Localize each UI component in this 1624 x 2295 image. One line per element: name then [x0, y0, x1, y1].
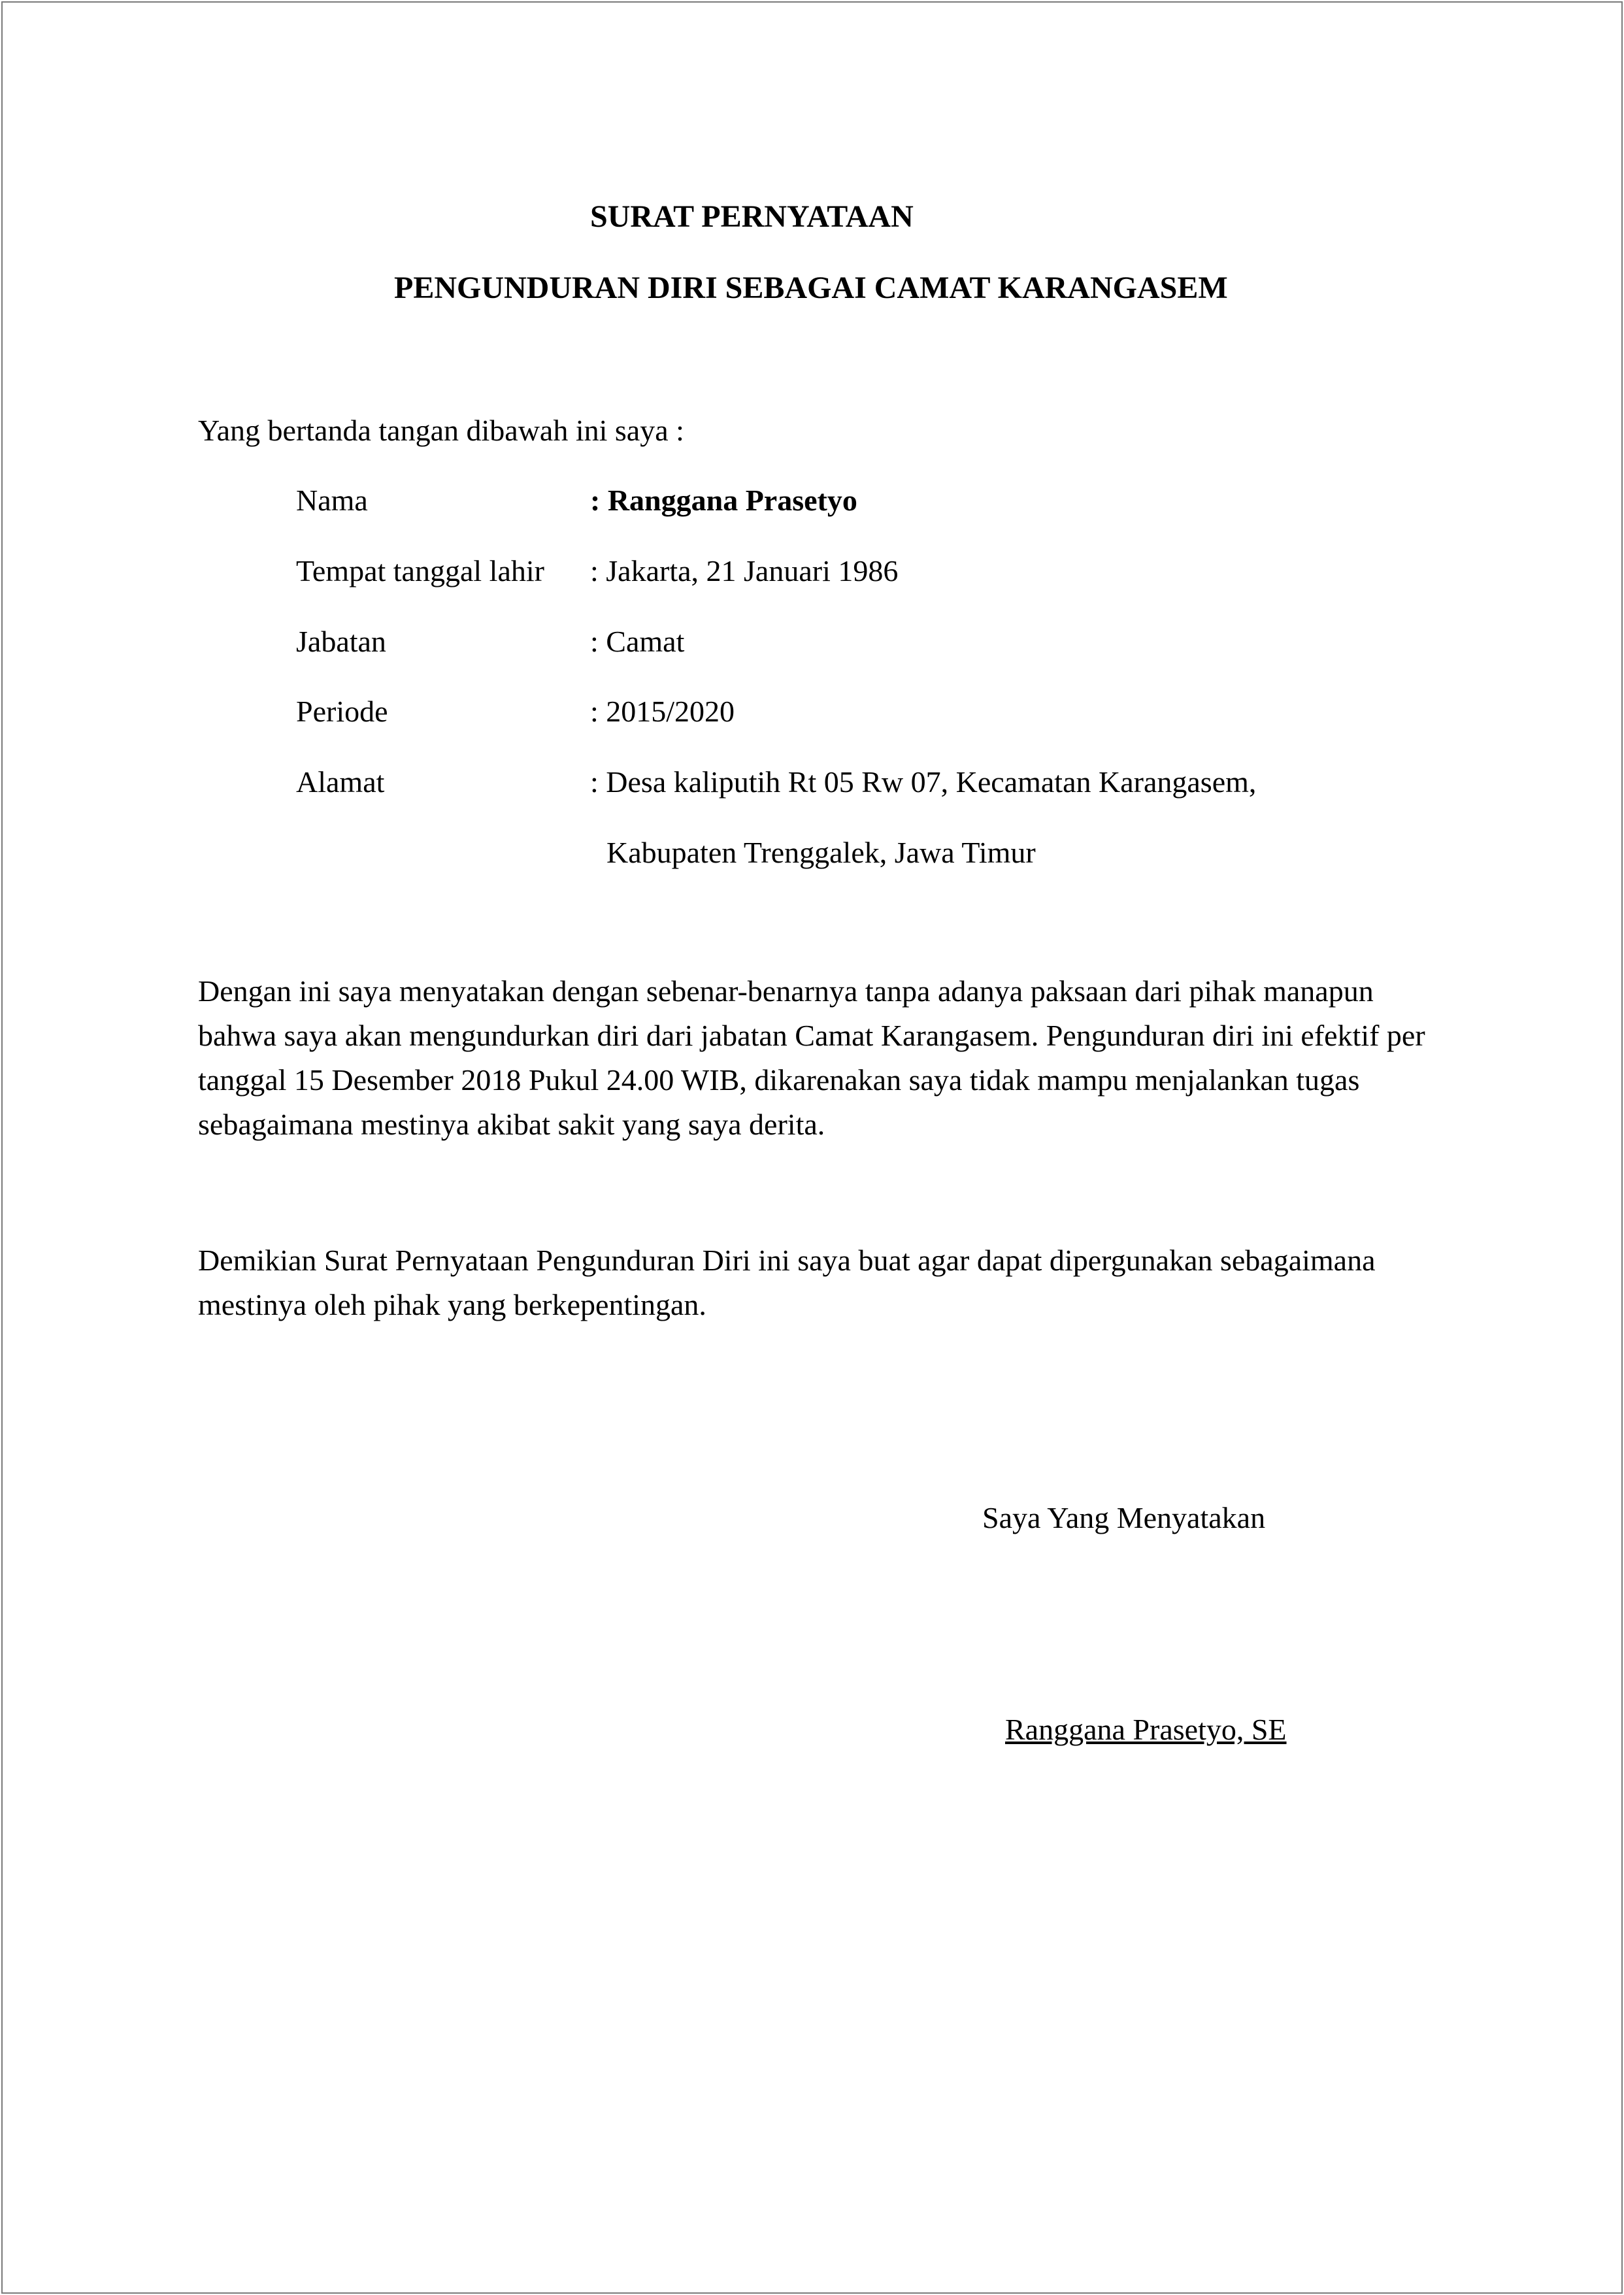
field-value-ttl: : Jakarta, 21 Januari 1986	[590, 554, 899, 587]
closing-label: Saya Yang Menyatakan	[982, 1501, 1266, 1534]
field-label-alamat: Alamat	[296, 765, 385, 799]
document-subtitle: PENGUNDURAN DIRI SEBAGAI CAMAT KARANGASEM	[394, 271, 1228, 305]
field-label-jabatan: Jabatan	[296, 625, 386, 658]
intro-text: Yang bertanda tangan dibawah ini saya :	[198, 414, 684, 447]
document-title: SURAT PERNYATAAN	[590, 199, 914, 234]
field-label-nama: Nama	[296, 484, 368, 517]
field-value-jabatan: : Camat	[590, 625, 685, 658]
signatory-name: Ranggana Prasetyo, SE	[1005, 1713, 1287, 1746]
closing-paragraph: Demikian Surat Pernyataan Pengunduran Diri ini saya buat agar dapat dipergunakan sebagaimana mestinya oleh pihak yang berkepentingan.	[198, 1244, 1376, 1321]
field-label-periode: Periode	[296, 695, 388, 728]
field-value-nama: : Ranggana Prasetyo	[590, 484, 857, 517]
page-border	[1, 1, 1623, 2294]
address-continuation: Kabupaten Trenggalek, Jawa Timur	[606, 836, 1036, 869]
field-label-ttl: Tempat tanggal lahir	[296, 554, 544, 587]
field-value-alamat: : Desa kaliputih Rt 05 Rw 07, Kecamatan Karangasem,	[590, 765, 1257, 799]
field-value-periode: : 2015/2020	[590, 695, 735, 728]
statement-paragraph: Dengan ini saya menyatakan dengan sebenar-benarnya tanpa adanya paksaan dari pihak manapun bahwa saya akan mengundurkan diri dari jabatan Camat Karangasem. Pengunduran diri ini efektif per tanggal 15 Desember 2018 Pukul 24.00 WIB, dikarenakan saya tidak mampu menjalankan tugas sebagaimana mestinya akibat sakit yang saya derita.	[198, 974, 1425, 1141]
